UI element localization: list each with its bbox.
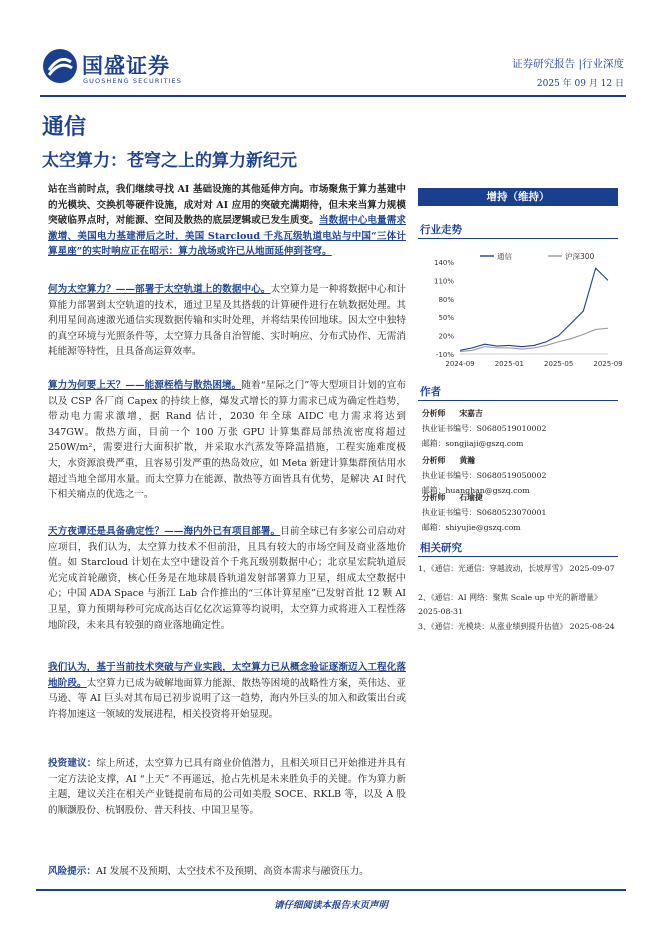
company-logo bbox=[42, 48, 202, 90]
industry-trend-chart bbox=[418, 248, 623, 376]
paragraph-investment-heading: 投资建议： bbox=[48, 758, 97, 769]
report-type: 证券研究报告 |行业深度 bbox=[512, 58, 624, 70]
analyst-1 bbox=[422, 408, 546, 450]
paragraph-what-heading: 何为太空算力？——部署于太空轨道上的数据中心。 bbox=[48, 284, 271, 295]
footer-disclaimer: 请仔细阅读本报告末页声明 bbox=[273, 900, 388, 911]
analyst-role: 分析师 bbox=[422, 409, 446, 418]
cert-number: S0680519050002 bbox=[476, 471, 547, 480]
report-date: 2025 年 09 月 12 日 bbox=[536, 79, 624, 89]
related-divider bbox=[418, 556, 618, 557]
summary-paragraph bbox=[48, 182, 406, 260]
authors-title: 作者 bbox=[420, 386, 441, 398]
y-tick-label: -10% bbox=[435, 351, 454, 359]
cert-label: 执业证书编号： bbox=[422, 424, 477, 433]
cert-number: S0680523070001 bbox=[476, 508, 547, 517]
analyst-2 bbox=[422, 455, 546, 497]
email-label: 邮箱： bbox=[422, 439, 446, 448]
report-title: 太空算力：苍穹之上的算力新纪元 bbox=[42, 151, 297, 171]
authors-divider bbox=[418, 400, 618, 401]
x-tick-label: 2025-05 bbox=[544, 360, 574, 368]
x-tick-label: 2025-01 bbox=[494, 360, 524, 368]
related-item[interactable]: 3、《通信：光模块：从涨业绩到提升估值》 2025-08-24 bbox=[418, 622, 615, 631]
paragraph-view bbox=[48, 660, 406, 722]
trend-divider bbox=[418, 238, 618, 239]
paragraph-what bbox=[48, 282, 406, 360]
cert-number: S0680519010002 bbox=[476, 424, 547, 433]
analyst-3 bbox=[422, 492, 546, 534]
email-label: 邮箱： bbox=[422, 486, 446, 495]
y-tick-label: 140% bbox=[433, 259, 454, 267]
x-tick-label: 2024-09 bbox=[445, 360, 475, 368]
analyst-name: 黄瀚 bbox=[459, 456, 475, 465]
paragraph-risk bbox=[48, 864, 406, 880]
related-title: 相关研究 bbox=[420, 542, 462, 554]
footer-divider bbox=[36, 889, 626, 891]
x-tick-label: 2025-09 bbox=[593, 360, 623, 368]
paragraph-why-heading: 算力为何要上天？——能源桎梏与散热困境。 bbox=[48, 380, 242, 391]
analyst-name: 石瑜捷 bbox=[459, 493, 483, 502]
analyst-email[interactable]: songjiaji@gszq.com bbox=[445, 439, 524, 448]
paragraph-view-heading: 我们认为，基于当前技术突破与产业实践，太空算力已从概念验证逐渐迈入工程化落地阶段。 bbox=[48, 662, 406, 689]
paragraph-certainty-heading: 天方夜谭还是具备确定性？——海内外已有项目部署。 bbox=[48, 526, 281, 537]
related-item[interactable]: 1、《通信：光通信：穿越波动，长坡厚雪》 2025-09-07 bbox=[418, 564, 615, 573]
paragraph-why-text: 随着“星际之门”等大型项目计划的宣布以及 CSP 各厂商 Capex 的持续上修，爆发式增长的算力需求已成为确定性趋势，带动电力需求激增，据 Rand 估计，2030 年全球 AIDC 电力需求将达到 347GW。散热方面，目前一个 100 万张 GPU 计算集群局部热流密度将超过 250W/m²，需要进行大面积扩散，并采取水汽蒸发等降温措施，工程实施难度极大，水资源浪费严重，且容易引发严重的热岛效应，如 Meta 新建计算集群预估用水超过当地全部用水量。而太空算力在能源、散热等方面皆具有优势，是解决 AI 时代下相关痛点的优选之一。 bbox=[48, 380, 406, 501]
related-item[interactable]: 2、《通信：AI 网络：聚焦 Scale up 中光的新增量》 2025-08-31 bbox=[418, 593, 602, 616]
paragraph-certainty bbox=[48, 524, 406, 633]
series-line bbox=[460, 328, 608, 351]
cert-label: 执业证书编号： bbox=[422, 508, 477, 517]
series-line bbox=[460, 268, 608, 350]
analyst-email[interactable]: shiyujie@gszq.com bbox=[445, 523, 521, 532]
paragraph-investment-text: 综上所述，太空算力已具有商业价值潜力，且相关项目已开始推进并具有一定方法论支撑，AI “上天” 不再遥远，抢占先机是未来胜负手的关键。作为算力新主题，建议关注在相关产业链提前布局的公司如美股 SOCE、RKLB 等，以及 A 股的顺灏股份、杭钢股份、普天科技、中国卫星等。 bbox=[48, 758, 406, 816]
analyst-name: 宋嘉吉 bbox=[459, 409, 483, 418]
paragraph-what-text: 太空算力是一种将数据中心和计算能力部署到太空轨道的技术，通过卫星及其搭载的计算硬件进行在轨数据处理。其利用星间高速激光通信实现数据传输和实时处理，并将结果传回地球。因太空中独特的真空环境与光照条件等，太空算力具备自治智能、实时响应、分布式协作、无需消耗能源等特性，且具备高运算效率。 bbox=[48, 284, 407, 358]
legend-label: 通信 bbox=[497, 252, 512, 261]
y-tick-label: 110% bbox=[433, 277, 454, 286]
y-tick-label: 80% bbox=[438, 295, 454, 304]
y-tick-label: 50% bbox=[438, 314, 454, 323]
summary-bold: 站在当前时点，我们继续寻找 AI 基础设施的其他延伸方向。市场聚焦于算力基建中的光模块、交换机等硬件设施，成对对 AI 应用的突破充满期待，但未来当算力规模突破临界点时，对能源、空间及散热的底层逻辑或已发生质变。 bbox=[48, 184, 406, 227]
logo-icon bbox=[42, 48, 78, 84]
main-content bbox=[48, 182, 407, 877]
paragraph-certainty-text: 目前全球已有多家公司启动对应项目，我们认为，太空算力技术不但前沿，且具有较大的市场空间及商业落地价值。如 Starcloud 计划在太空中建设首个千兆瓦级别数据中心；北京星宏院轨道辰光完成首轮融资，核心任务是在地球晨昏轨道发射部署算力卫星，组成太空数据中心；中国 ADA Space 与浙江 Lab 合作推出的“三体计算星座”已发射首批 12 颗 AI 卫星，算力预期每秒可完成高达百亿亿次运算等均说明，太空算力或将进入工程性落地阶段，未来具有较强的商业落地确定性。 bbox=[48, 526, 407, 631]
logo-text-cn: 国盛证券 bbox=[82, 54, 170, 78]
logo-text-en: GUOSHENG SECURITIES bbox=[83, 77, 182, 85]
email-label: 邮箱： bbox=[422, 523, 446, 532]
paragraph-risk-text: AI 发展不及预期、太空技术不及预期、高资本需求与融资压力。 bbox=[95, 866, 369, 877]
legend-label: 沪深300 bbox=[565, 252, 595, 261]
paragraph-why bbox=[48, 378, 406, 503]
header-divider bbox=[40, 95, 626, 97]
trend-title: 行业走势 bbox=[420, 224, 462, 236]
analyst-role: 分析师 bbox=[422, 493, 446, 502]
paragraph-risk-heading: 风险提示： bbox=[48, 866, 96, 877]
industry-label: 通信 bbox=[42, 115, 87, 140]
y-tick-label: 20% bbox=[438, 332, 454, 341]
cert-label: 执业证书编号： bbox=[422, 471, 477, 480]
summary-highlight: 当数据中心电量需求激增、美国电力基建滞后之时，美国 Starcloud 千兆瓦级轨道电站与中国“三体计算星座”的实时响应正在昭示：算力战场或许已从地面延伸到苍穹。 bbox=[48, 215, 407, 258]
paragraph-view-text: 太空算力已成为破解地面算力能源、散热等困境的战略性方案，英伟达、亚马逊、等 AI 巨头对其布局已初步说明了这一趋势，海内外巨头的加入和政策出台或许将加速这一领域的发展进程，相关投资将开始显现。 bbox=[48, 677, 407, 720]
analyst-role: 分析师 bbox=[422, 456, 446, 465]
paragraph-investment bbox=[48, 756, 406, 818]
analyst-email[interactable]: huanghan@gszq.com bbox=[445, 486, 530, 495]
rating-badge: 增持（维持） bbox=[418, 188, 618, 206]
